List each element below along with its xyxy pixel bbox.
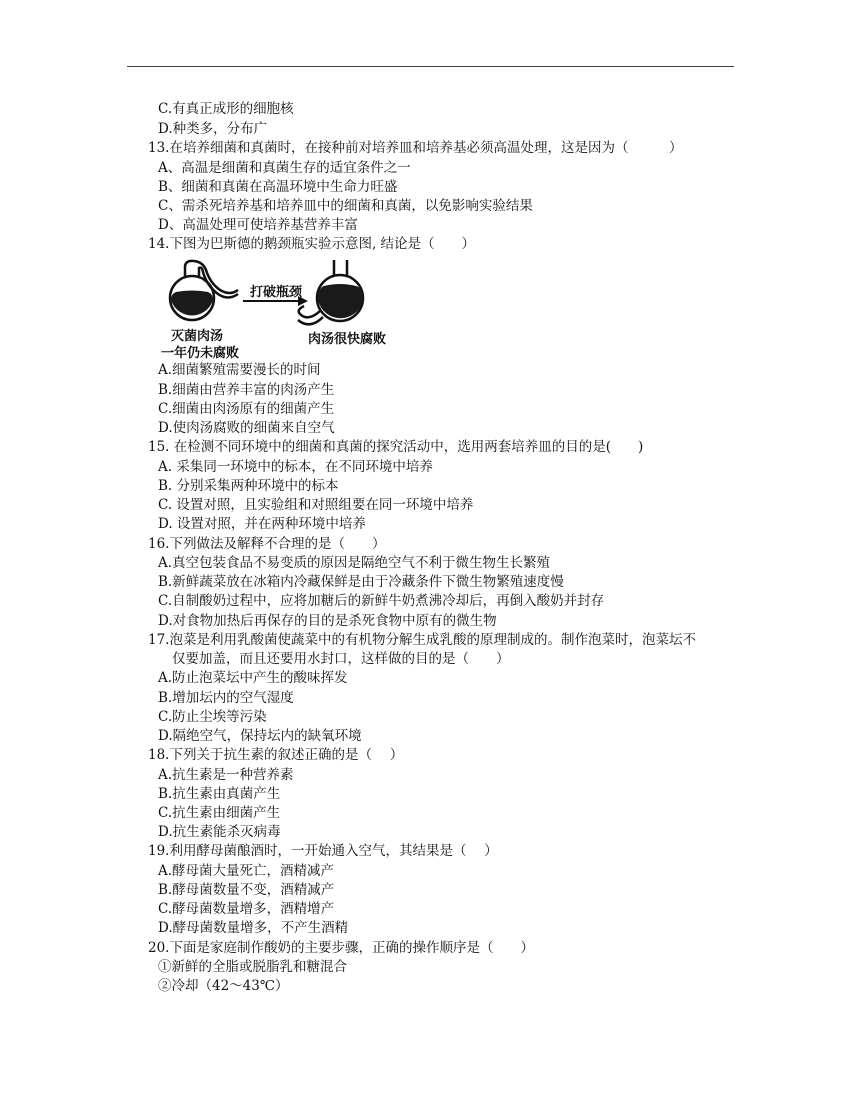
q18-option-d: D.抗生素能杀灭病毒 [158, 824, 281, 840]
right-flask-caption: 肉汤很快腐败 [308, 332, 387, 347]
q16-option-d: D.对食物加热后再保存的目的是杀死食物中原有的微生物 [158, 613, 497, 629]
q16-option-b: B.新鲜蔬菜放在冰箱内冷藏保鲜是由于冷藏条件下微生物繁殖速度慢 [158, 574, 564, 590]
left-flask-caption-2: 一年仍未腐败 [161, 346, 240, 361]
q15-option-a: A. 采集同一环境中的标本，在不同环境中培养 [158, 459, 433, 475]
q17-option-d: D.隔绝空气，保持坛内的缺氧环境 [158, 728, 362, 744]
q12-option-c: C.有真正成形的细胞核 [158, 101, 294, 117]
q20-step-1: ①新鲜的全脂或脱脂乳和糖混合 [158, 959, 347, 975]
q17-stem-line2: 仅要加盖，而且还要用水封口，这样做的目的是（ ） [172, 651, 510, 667]
swan-neck-flask-figure [158, 256, 408, 360]
q14-option-b: B.细菌由营养丰富的肉汤产生 [158, 382, 335, 398]
q13-option-b: B、细菌和真菌在高温环境中生命力旺盛 [158, 179, 398, 195]
q17-option-b: B.增加坛内的空气湿度 [158, 690, 294, 706]
q19-option-c: C.酵母菌数量增多，酒精增产 [158, 901, 335, 917]
intact-flask [170, 261, 238, 320]
q15-option-d: D. 设置对照，并在两种环境中培养 [158, 516, 366, 532]
q17-option-c: C.防止尘埃等污染 [158, 709, 267, 725]
q18-option-c: C.抗生素由细菌产生 [158, 805, 281, 821]
q18-option-b: B.抗生素由真菌产生 [158, 786, 281, 802]
q15-option-b: B. 分别采集两种环境中的标本 [158, 478, 339, 494]
q18-stem: 18.下列关于抗生素的叙述正确的是（ ） [148, 747, 404, 763]
q13-stem: 13.在培养细菌和真菌时，在接种前对培养皿和培养基必须高温处理，这是因为（ ） [148, 140, 683, 156]
q14-option-a: A.细菌繁殖需要漫长的时间 [158, 362, 321, 378]
q16-stem: 16.下列做法及解释不合理的是（ ） [148, 536, 386, 552]
q14-option-c: C.细菌由肉汤原有的细菌产生 [158, 401, 335, 417]
q19-stem: 19.利用酵母菌酿酒时，一开始通入空气，其结果是（ ） [148, 843, 498, 859]
q19-option-d: D.酵母菌数量增多，不产生酒精 [158, 920, 349, 936]
q19-option-a: A.酵母菌大量死亡，酒精减产 [158, 863, 335, 879]
q13-option-a: A、高温是细菌和真菌生存的适宜条件之一 [158, 160, 411, 176]
header-rule [127, 66, 734, 67]
q13-option-d: D、高温处理可使培养基营养丰富 [158, 217, 358, 233]
q16-option-c: C.自制酸奶过程中，应将加糖后的新鲜牛奶煮沸冷却后，再倒入酸奶并封存 [158, 593, 605, 609]
arrow-label: 打破瓶颈 [250, 285, 303, 300]
q18-option-a: A.抗生素是一种营养素 [158, 767, 294, 783]
q15-option-c: C. 设置对照，且实验组和对照组要在同一环境中培养 [158, 497, 474, 513]
q17-stem-line1: 17.泡菜是利用乳酸菌使蔬菜中的有机物分解生成乳酸的原理制成的。制作泡菜时，泡菜坛不 [148, 632, 696, 648]
q13-option-c: C、需杀死培养基和培养皿中的细菌和真菌，以免影响实验结果 [158, 198, 533, 214]
q12-option-d: D.种类多，分布广 [158, 121, 268, 137]
q20-step-2: ②冷却（42～43℃） [158, 978, 289, 994]
q15-stem: 15. 在检测不同环境中的细菌和真菌的探究活动中，选用两套培养皿的目的是( ) [148, 439, 644, 455]
broken-flask [298, 260, 363, 324]
q14-option-d: D.使肉汤腐败的细菌来自空气 [158, 420, 335, 436]
q16-option-a: A.真空包装食品不易变质的原因是隔绝空气不利于微生物生长繁殖 [158, 555, 551, 571]
q17-option-a: A.防止泡菜坛中产生的酸味挥发 [158, 670, 348, 686]
left-flask-caption-1: 灭菌肉汤 [171, 329, 224, 344]
q14-stem: 14.下图为巴斯德的鹅颈瓶实验示意图, 结论是（ ） [148, 236, 476, 252]
q20-stem: 20.下面是家庭制作酸奶的主要步骤，正确的操作顺序是（ ） [148, 940, 534, 956]
q19-option-b: B.酵母菌数量不变，酒精减产 [158, 882, 335, 898]
